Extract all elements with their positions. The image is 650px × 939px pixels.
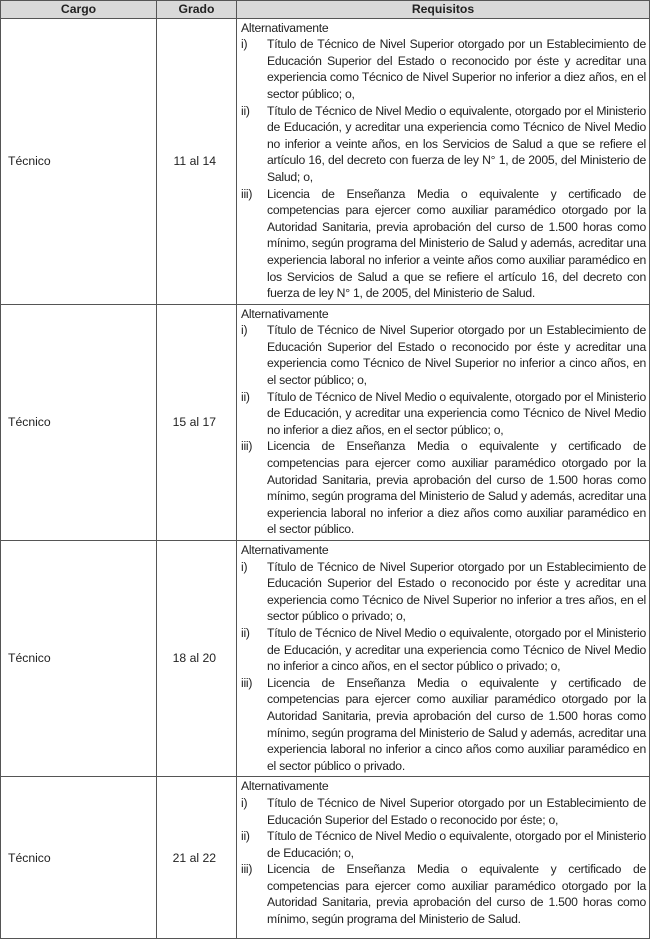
- item-text: Título de Técnico de Nivel Superior otorgado por un Establecimiento de Educación Superior del Estado o reconocido por éste y acreditar una experiencia como Técnico de Nivel Superior no inferior a tres años, en el sector público o privado; o,: [267, 559, 646, 624]
- grado-cell: 21 al 22: [157, 777, 237, 939]
- item-text: Título de Técnico de Nivel Superior otorgado por un Establecimiento de Educación Superior del Estado o reconocido por éste y acreditar una experiencia como Técnico de Nivel Superior no inferior a cinco años, en el sector público; o,: [267, 323, 646, 388]
- item-text: Licencia de Enseñanza Media o equivalente y certificado de competencias para ejercer como auxiliar paramédico otorgado por la Autoridad Sanitaria, previa aprobación del curso de 1.500 horas como mínimo, según programa del Ministerio de Salud y además, acreditar una experiencia laboral no inferior a veinte años como auxiliar paramédico en los Servicios de Salud a que se refiere el artículo 16, del decreto con fuerza de ley N° 1, de 2005, del Ministerio de Salud.: [267, 186, 646, 301]
- cargo-cell: Técnico: [1, 777, 157, 939]
- header-row: [1, 1, 650, 19]
- requirement-item: [241, 389, 646, 439]
- item-marker: iii): [241, 186, 253, 201]
- item-text: Título de Técnico de Nivel Medio o equivalente, otorgado por el Ministerio de Educación, y acreditar una experiencia como Técnico de Nivel Medio no inferior a veinte años, en los Servicios de Salud a que se refiere el artículo 16, del decreto con fuerza de ley N° 1, de 2005, del Ministerio de Salud; o,: [267, 103, 646, 184]
- table-row: [1, 304, 650, 540]
- header-requisitos: Requisitos: [237, 1, 650, 19]
- item-text: Título de Técnico de Nivel Medio o equivalente, otorgado por el Ministerio de Educación; o,: [267, 829, 646, 860]
- item-text: Título de Técnico de Nivel Medio o equivalente, otorgado por el Ministerio de Educación, y acreditar una experiencia como Técnico de Nivel Medio no inferior a diez años, en el sector público; o,: [267, 389, 646, 437]
- requirement-item: [241, 828, 646, 861]
- header-cargo: Cargo: [1, 1, 157, 19]
- requisitos-intro: Alternativamente: [241, 20, 329, 35]
- requisitos-cell: [237, 18, 650, 304]
- grado-cell: 18 al 20: [157, 541, 237, 777]
- requisitos-cell: [237, 777, 650, 939]
- requirement-item: [241, 103, 646, 186]
- grado-cell: 11 al 14: [157, 18, 237, 304]
- requisitos-intro: Alternativamente: [241, 306, 329, 321]
- requirement-item: [241, 322, 646, 388]
- requirement-item: [241, 438, 646, 538]
- item-marker: iii): [241, 862, 253, 877]
- item-text: Título de Técnico de Nivel Superior otorgado por un Establecimiento de Educación Superior del Estado o reconocido por éste; o,: [267, 795, 646, 827]
- item-marker: i): [241, 559, 248, 574]
- requirement-item: [241, 186, 646, 302]
- cargo-cell: Técnico: [1, 304, 157, 540]
- item-marker: ii): [241, 829, 250, 844]
- requirement-item: [241, 36, 646, 102]
- table-row: [1, 777, 650, 939]
- item-marker: i): [241, 323, 248, 338]
- requirement-item: [241, 675, 646, 775]
- item-text: Título de Técnico de Nivel Superior otorgado por un Establecimiento de Educación Superior del Estado o reconocido por éste y acreditar una experiencia como Técnico de Nivel Superior no inferior a diez años, en el sector público; o,: [267, 37, 646, 101]
- grado-cell: 15 al 17: [157, 304, 237, 540]
- item-marker: iii): [241, 439, 253, 454]
- item-marker: ii): [241, 625, 250, 640]
- table-row: [1, 18, 650, 304]
- item-text: Licencia de Enseñanza Media o equivalente y certificado de competencias para ejercer como auxiliar paramédico otorgado por la Autoridad Sanitaria, previa aprobación del curso de 1.500 horas como mínimo, según programa del Ministerio de Salud.: [267, 862, 646, 927]
- item-marker: ii): [241, 389, 250, 404]
- table-row: [1, 541, 650, 777]
- requirement-item: [241, 795, 646, 828]
- header-grado: Grado: [157, 1, 237, 19]
- item-marker: ii): [241, 103, 250, 118]
- requisitos-intro: Alternativamente: [241, 779, 329, 794]
- item-marker: i): [241, 37, 248, 52]
- requisitos-cell: [237, 541, 650, 777]
- item-text: Licencia de Enseñanza Media o equivalente y certificado de competencias para ejercer como auxiliar paramédico otorgado por la Autoridad Sanitaria, previa aprobación del curso de 1.500 horas como mínimo, según programa del Ministerio de Salud y además, acreditar una experiencia laboral no inferior a diez años como auxiliar paramédico en el sector público.: [267, 439, 646, 537]
- cargo-cell: Técnico: [1, 541, 157, 777]
- requisitos-cell: [237, 304, 650, 540]
- requirement-item: [241, 625, 646, 675]
- requirement-item: [241, 559, 646, 625]
- item-marker: i): [241, 795, 248, 810]
- cargo-cell: Técnico: [1, 18, 157, 304]
- requisitos-intro: Alternativamente: [241, 543, 329, 557]
- item-text: Título de Técnico de Nivel Medio o equivalente, otorgado por el Ministerio de Educación, y acreditar una experiencia como Técnico de Nivel Medio no inferior a cinco años, en el sector público o privado; o,: [267, 625, 646, 674]
- item-text: Licencia de Enseñanza Media o equivalente y certificado de competencias para ejercer como auxiliar paramédico otorgado por la Autoridad Sanitaria, previa aprobación del curso de 1.500 horas como mínimo, según programa del Ministerio de Salud y además, acreditar una experiencia laboral no inferior a cinco años como auxiliar paramédico en el sector público o privado.: [267, 675, 646, 773]
- requirement-item: [241, 861, 646, 927]
- item-marker: iii): [241, 675, 253, 690]
